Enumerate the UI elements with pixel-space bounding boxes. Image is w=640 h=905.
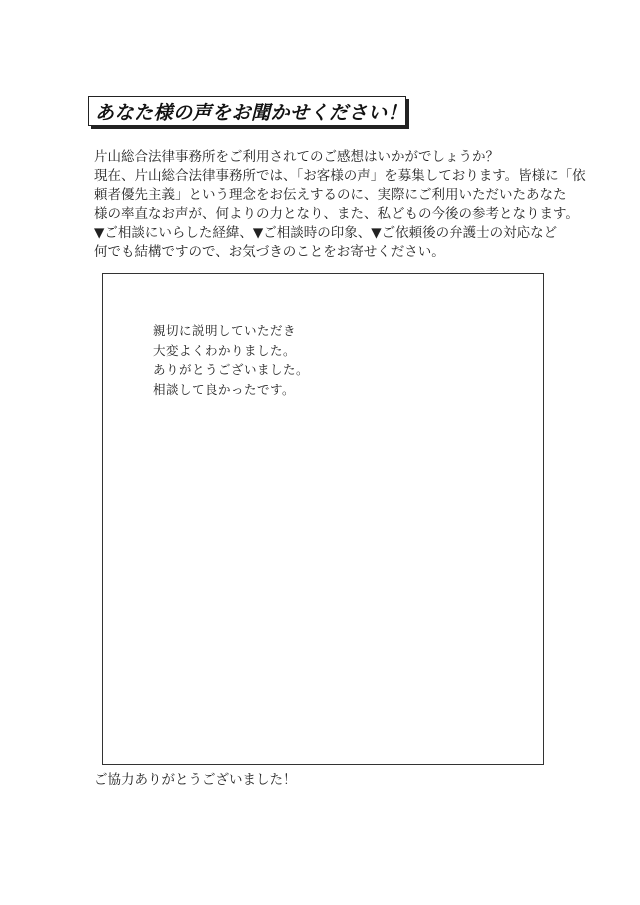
intro-line: 片山総合法律事務所をご利用されてのご感想はいかがでしょうか？ bbox=[94, 149, 499, 165]
intro-paragraph bbox=[94, 148, 586, 262]
intro-line: 様の率直なお声が、何よりの力となり、また、私どもの今後の参考となります。 bbox=[94, 206, 579, 222]
handwritten-answer bbox=[153, 321, 309, 399]
closing-message: ご協力ありがとうございました！ bbox=[94, 772, 297, 788]
title-box bbox=[88, 96, 406, 126]
answer-line: 相談して良かったです。 bbox=[153, 381, 296, 397]
answer-line: 親切に説明していただき bbox=[153, 323, 297, 338]
answer-line: ありがとうございました。 bbox=[153, 362, 310, 377]
intro-line: 何でも結構ですので、お気づきのことをお寄せください。 bbox=[94, 244, 445, 260]
answer-line: 大変よくわかりました。 bbox=[153, 342, 297, 358]
page-title: あなた様の声をお聞かせください！ bbox=[95, 101, 408, 124]
answer-box bbox=[102, 273, 544, 765]
intro-line: ▼ご相談にいらした経緯、▼ご相談時の印象、▼ご依頼後の弁護士の対応など bbox=[94, 225, 558, 241]
intro-line: 現在、片山総合法律事務所では、「お客様の声」を募集しております。皆様に「依 bbox=[94, 168, 586, 184]
intro-line: 頼者優先主義」という理念をお伝えするのに、実際にご利用いただいたあなた bbox=[94, 187, 567, 203]
